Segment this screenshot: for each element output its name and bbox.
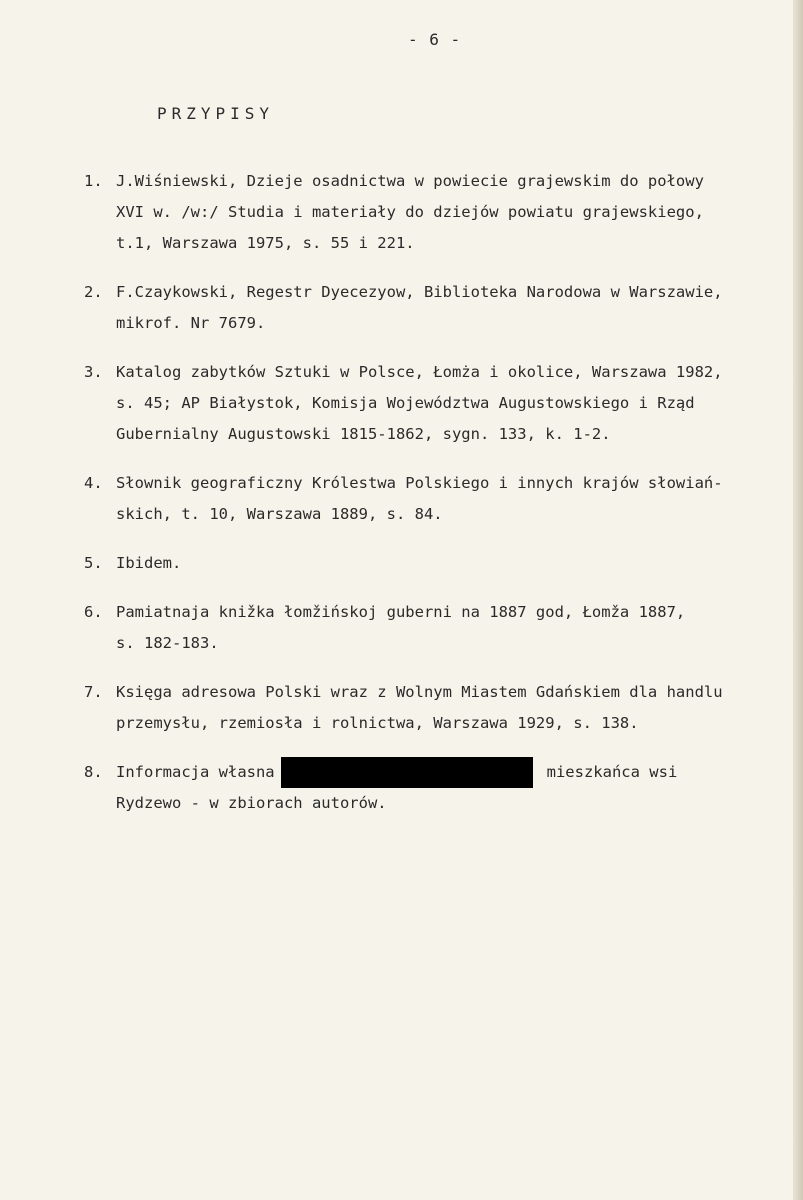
redaction-bar bbox=[281, 757, 533, 788]
footnote-4 bbox=[84, 468, 784, 530]
footnote-number: 3. bbox=[84, 363, 103, 381]
footnote-2 bbox=[84, 277, 784, 339]
footnote-text bbox=[116, 757, 784, 819]
footnote-number: 5. bbox=[84, 554, 103, 572]
footnote-number: 2. bbox=[84, 283, 103, 301]
footnote-number: 7. bbox=[84, 683, 103, 701]
footnote-text: F.Czaykowski, Regestr Dyecezyow, Biblioteka Narodowa w Warszawie, mikrof. Nr 7679. bbox=[116, 283, 723, 332]
footnote-1 bbox=[84, 166, 784, 259]
section-heading: PRZYPISY bbox=[157, 104, 275, 123]
footnote-number: 1. bbox=[84, 172, 103, 190]
footnote-text: Pamiatnaja knižka łomžińskoj guberni na 1887 god, Łomža 1887, s. 182-183. bbox=[116, 603, 686, 652]
page-edge-shadow bbox=[793, 0, 803, 1200]
footnote-number: 4. bbox=[84, 474, 103, 492]
footnote-text-line-2: Rydzewo - w zbiorach autorów. bbox=[116, 794, 387, 812]
footnote-6 bbox=[84, 597, 784, 659]
footnote-number: 6. bbox=[84, 603, 103, 621]
footnote-text: Ibidem. bbox=[116, 554, 182, 572]
footnote-text-after-redaction: mieszkańca wsi bbox=[546, 763, 678, 781]
footnote-7 bbox=[84, 677, 784, 739]
footnotes-list bbox=[84, 166, 784, 837]
footnote-text: Słownik geograficzny Królestwa Polskiego i innych krajów słowiań- skich, t. 10, Warszawa 1889, s. 84. bbox=[116, 474, 723, 523]
footnote-text: J.Wiśniewski, Dzieje osadnictwa w powiecie grajewskim do połowy XVI w. /w:/ Studia i materiały do dziejów powiatu grajewskiego, t.1, Warszawa 1975, s. 55 i 221. bbox=[116, 172, 704, 252]
footnote-text: Księga adresowa Polski wraz z Wolnym Miastem Gdańskiem dla handlu przemysłu, rzemiosła i rolnictwa, Warszawa 1929, s. 138. bbox=[116, 683, 723, 732]
footnote-text: Katalog zabytków Sztuki w Polsce, Łomża i okolice, Warszawa 1982, s. 45; AP Białystok, Komisja Województwa Augustowskiego i Rząd Gubernialny Augustowski 1815-1862, sygn. 133, k. 1-2. bbox=[116, 363, 723, 443]
footnote-3 bbox=[84, 357, 784, 450]
footnote-8 bbox=[84, 757, 784, 819]
footnote-5 bbox=[84, 548, 784, 579]
footnote-text-before-redaction: Informacja własna bbox=[116, 763, 275, 781]
footnote-number: 8. bbox=[84, 763, 103, 781]
page-number: - 6 - bbox=[408, 30, 462, 49]
